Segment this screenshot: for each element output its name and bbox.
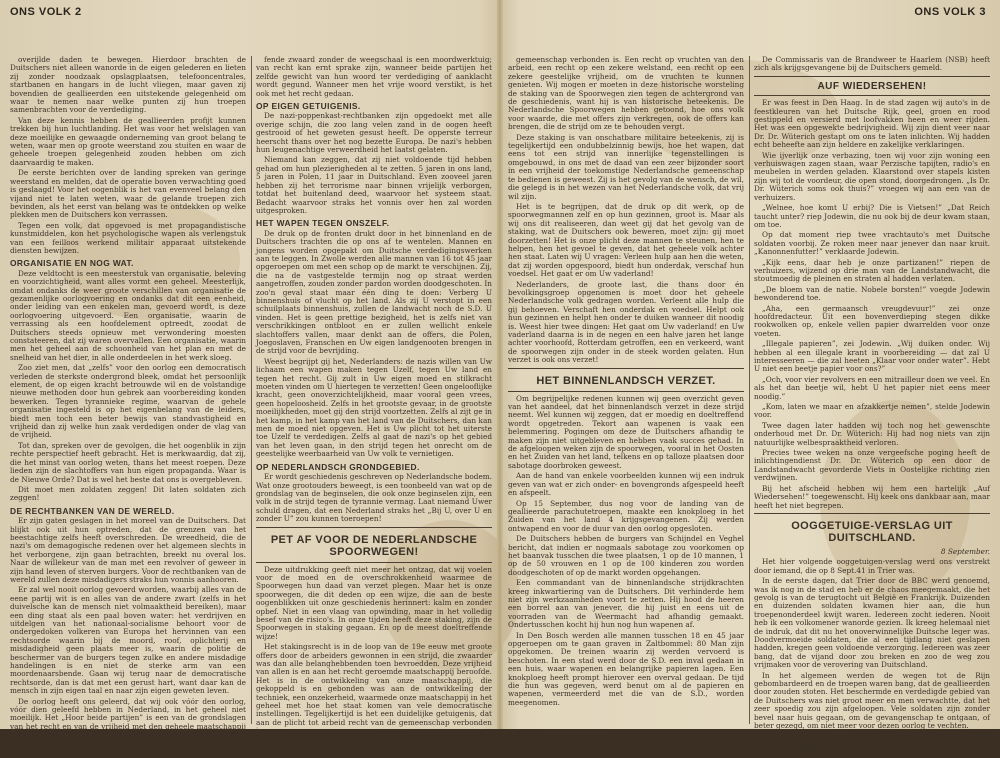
center-fold: [497, 0, 503, 729]
paragraph: Het is te begrijpen, dat de druk op dit werk, op de spoorwegmannen zelf en op hun gezinnen, groot is. Maar als wij ons dit realiseeren, dan weet gij dat het gevolg van de staking, wat de Duitschers ook beweren, moet zijn: gij moet doorzetten! Het is onze plicht deze mannen te steunen, hen te helpen, hen het gevoel te geven, dat het geheele volk achter hen staat. Laten wij U vragen: Verleen hulp aan hen die weten, dat zij worden opgespoord, biedt hun onderdak, verschaf hun voedsel. Het gaat er om Uw vaderland!: [508, 201, 744, 279]
column-4: [754, 55, 990, 758]
paragraph: „De bloem van de natie. Nobele borsten!” voegde Jodewin bewonderend toe.: [754, 284, 990, 303]
divider-rule: [256, 527, 492, 528]
divider-rule: [754, 95, 990, 96]
paragraph: Aan de hand van enkele voorbeelden kunnen wij een indruk geven van wat er zich onder- en bovengronds afgespeeld heeft en afspeelt.: [508, 471, 744, 498]
paragraph: De nazi-poppenkast-rechtbanken zijn opgedoekt met alle overige schijn, die zoo lang velen zand in de oogen heeft gestrooid of het geweten gesust heeft. De opperste terreur heerscht thans over het nog bezette Europa. De nazi's hebben hun leugenachtige verweerdheid het laatst gelaten.: [256, 111, 492, 155]
page-folio-left: ONS VOLK 2: [10, 6, 82, 18]
paragraph: Niemand kan zeggen, dat zij niet voldoende tijd hebben gehad om hun plezierigheden al te zetten. 5 jaren in ons land, 5 jaren in Polen, 11 jaar in Duitschland. Even zooveel jaren hebben zij het terrorisme naar binnen vrijelijk verborgen, totdat het buitenland deed, waarvoor het systeem staat. Bedacht waarvoor straks het vonnis over hen zal worden uitgesproken.: [256, 155, 492, 215]
paragraph: Deze uitdrukking geeft niet meer het ontzag, dat wij voelen voor de moed en de overschrokkenheid waarmee de Spoorwegen hun daad van verzet plegen. Maar het is onze spoorwegen, die dit deden op een wijze, die aan de beste oogenblikken uit onze geschiedenis herinnert: kalm en zonder opbef. Niet in een vlaag van opwinding, maar in het volledig besef van de risico's. In onze tijden heeft deze staking, zijn de Spoorwegen in staking gegaan. En op de meest doeltreffende wijze!: [256, 564, 492, 641]
column-2: [256, 55, 492, 736]
section-heading-large: HET BINNENLANDSCH VERZET.: [536, 374, 716, 387]
paragraph: Op dat moment riep twee vrachtauto's met Duitsche soldaten voorbij. Ze roken meer naar jenever dan naar kruit. „Kanonnenfutter!” verklaarde Jodewin.: [754, 230, 990, 257]
paragraph: In het algemeen werden de wegen tot de Rijn gebombardeerd en de troepen waren bang, dat de geallieerden door zouden stoten. Het beschermde en verdedigde gebied van de Duitschers was niet groot meer en men verwachtte, dat het zeer spoedig zou zijn afgeloopen. Vele soldaten zijn zonder bevel naar huis gegaan, om de gevangenschap te ontgaan, of beter gezegd, om niet meer voor dezen oorlog te vechten.: [754, 670, 990, 731]
paragraph: De oorlog heeft ons geleerd, dat wij ook vóór den oorlog, vóór dien geleefd hebben in Nederland, in het geheel niet moeilijk. Het „Hoor beide partijen” is een van de grondslagen van het recht en van de vrijheid met den geheele maatschappij doortrokken zijn; wil het proces voor de rechtbank niet tot een marionettenspel worden. Het straf-: [10, 696, 246, 748]
column-divider: [749, 56, 750, 724]
paragraph: Tot dan, spreken over de gevolgen, die het oogenblik in zijn rechte perspectief heeft gebracht. Het is merkwaardig, dat zij, die het minst van oorlog weten, thans het meest roepen. Deze lieden zijn de slachtoffers van hun eigen propaganda. Waar is de Nieuwe Orde? Dat is wel het beste dat ons is overgebleven.: [10, 440, 246, 484]
paragraph: Het hier volgende ooggetuigen-verslag werd ons verstrekt door iemand, die op 8 Sept.41 in Trier was.: [754, 557, 990, 575]
paragraph: overijlde daden te bewegen. Hierdoor brachten de Duitschers niet alleen wanorde in de eigen gelederen en lieten zij zonder noodzaak opslagplaatsen, telefooncentrales, startbanen en hangars in de lucht vliegen, maar gaven zij bovendien de geallieerden een uitstekende gelegenheid om waar te nemen naar welke punten zij hun troepen samenbrachten voor de verdediging.: [10, 55, 246, 115]
paragraph: Het stakingsrecht is in de loop van de 19e eeuw met groote offers door de arbeiders gewonnen in een strijd, die zwaarder was dan alle belanghebbenden toen bevroedden. Deze vrijheid van allen is en aan het recht geroemde maatschappij beroofde. Het is in de ontwikkeling van onze maatschappij, die gekoppeld is en gebonden was aan de ontwikkeling der techniek, een onzekerheid, waarmede onze maatschappij in het geheel met hoe het staat komen van vele democratische instellingen. Tegelijkertijd is het een duidelijke getuigenis, dat aan de plicht tot arbeid recht van de gemeenschap verbonden is.: [256, 642, 492, 736]
paragraph: Er wordt geschiedenis geschreven op Nederlandsche bodem. Wat onze grootouders beweegt, is een toonbeeld van wat op de grondslag van de beginselen, die ook onze beginselen zijn, een volk in de strijd tegen de tyrannie vermag. Laat niemand Uwer schuld dragen, dat een Nederland straks het „Bij U, over U en zonder U” zou kunnen toeroepen!: [256, 472, 492, 524]
paragraph: „Aha, een germaansch vreugdevuur!” zei onze hoofdredacteur. Uit een bovenverdieping stegen dikke rookwolken op, enkele vellen papier dwarrelden voor onze voeten.: [754, 303, 990, 338]
section-heading: DE RECHTBANKEN VAN DE WERELD.: [10, 505, 175, 516]
section-heading: ORGANISATIE EN NOG WAT.: [10, 258, 134, 269]
paragraph: Deze eenvoudige Duitsche soldaten mogen ontgaan van de R.A.F. herhaaldelijk gebombardeerd, voornamelijk daar waar de R.A.F. herhaaldelijk: [754, 731, 990, 758]
paragraph: De Duitschers hebben de burgers van Schijndel en Veghel bericht, dat indien er nogmaals sabotage zou voorkomen op het baanvak tusschen die twee plaatsen, 1 op de 10 mannen, 1 op de 50 vrouwen en 1 op de 100 kinderen zou worden doodgeschoten of op de markt worden opgehangen.: [508, 534, 744, 577]
section-heading-large: AUF WIEDERSEHEN!: [817, 80, 927, 92]
paragraph: Er zal wel nooit oorlog gevoerd worden, waarbij alles van de eene partij wit is en alles van de andere zwart (zelfs in het duivelsche kan de mensch niet volmaaktheid bereiken), maar een ding staat als een paal boven water: het verdrijven en uitdelgen van het nationaal-socialisme behoort voor de ondergedoken volkeren van Europa het hervinnen van een rechtsorde waarin bij de moord, roof, oplichterij en misdadigheid geen plaats meer is, waarin de politie de beschermer van de burgers tegen zulke en andere misdadige handelingen is en niet de sterke arm van een moordenaarsbende. Gaan wij terug naar de democratische rechtsorde, dan is dat met een gerust hart, want daar kan de mensch in zijn eigen taal en naar zijn eigen geweten leven.: [10, 585, 246, 696]
paragraph: Er was feest in Den Haag. In de stad zagen wij auto's in de feestkleuren van het Duitsche Rijk, geel, groen en rood gestippeld en versierd met loofvakken heen en weer rijden. Het was een opgewekte bedrijvigheid. Wij zijn dient veer naar Dr. Dr. Wüterich gestapt om ons te laten inlichten. Wij hadden echt beheefte aan zijn heldere en zakelijke verklaringen.: [754, 98, 990, 150]
section-heading-large: OOGGETUIGE-VERSLAG UIT DUITSCHLAND.: [791, 519, 953, 544]
paragraph: Zoo ziet men, dat „zelfs” voor den oorlog een democratisch verleden de sterkste ondergrond bleek, omdat het persoonlijk element, de op eigen kracht betrouwde wil en de volstandige nieuwe methoden door hun gebrek aan voorbereiding konden bewerken. Tegen tyrannieke regime, waarvan de gehele organisatie ingesteld is op het eigenbelang van de leiders, biedt men toch een beter bewijs van standvastigheid en vrijheid dan zij welke hun zaak verdedigen onder de vlag van de vrijheid.: [10, 363, 246, 440]
paragraph: Tegen een volk, dat opgevoed is met propagandistische kunstmiddelen, kon het psychologische wapen als verlengstuk van een feilloos werkend militair apparaat uitstekende diensten bewijzen.: [10, 220, 246, 255]
paragraph: Wie ijverlijk onze verbazing, toen wij voor zijn woning een verhuiswagen zagen staan, waar Perzische tapijten, radio's en meubelen in werden geladen. Klaarstond over stapels kisten zijn wij tot de voordeur, die open stond, doorgedrongen. „Is Dr. Dr. Wüterich soms ook thuis?” vroegen wij aan een van de verhuizers.: [754, 150, 990, 202]
paragraph: Dit moet men zoldaten zeggen! Dit laten soldaten zich zeggen!: [10, 484, 246, 503]
section-heading-large: PET AF VOOR DE NEDERLANDSCHE SPOORWEGEN!: [270, 533, 478, 558]
paragraph: Er zijn gaten geslagen in het moreel van de Duitschers. Dat blijkt ook uit hun optreden, dat de grenzen van het beestachtige zelfs heeft overschreden. De wreedheid, die de nazi's om demagogische redenen over het algemeen slechts in het verborgene, zijn gaan betrachten, breekt nu overal los. Naar de willekeur van de man met een revolver of geweer in zijn hand leven of sterven burgers. Voor de rechtbanken van de wereld zullen deze misdadigers straks hun vonnis aanhooren.: [10, 516, 246, 584]
paragraph: Om begrijpelijke redenen kunnen wij geen overzicht geven van het aandeel, dat het binnenlandsch verzet in deze strijd neemt. Wel kunnen wij zeggen, dat er moedig en doeltreffend wordt opgetreden. Tekort aan wapenen is vaak een belemmering. Pogingen om deze de Duitschers afhandig te maken zijn niet uitgebleven en hebben vaak succes gehad. In de afgeloopen weken zijn de spoorwegen, vooral in het Oosten en het Zuiden van het land, telkens en op talloze plaatsen door sabotage doorbroken geweest.: [508, 393, 744, 470]
paragraph: De eerste berichten over de landing spreken van geringe weerstand en melden, dat de operatie boven verwachting goed is geslaagd! Voor het oogenblik is het van evenveel belang den vijand niet te laten weten, waar de gelande troepen zich bevinden, als het eerst van belang was te ontdekken op welke plekken men de Duitschers kon verrassen.: [10, 168, 246, 220]
paragraph: Een commandant van de binnenlandsche strijdkrachten kreeg inkwartiering van de Duitschers. Dit verhinderde hem niet zijn werkzaamheden voort te zetten. Hij hood de heeren een borrel aan van jenever, die hij juist en eens uit de voorraden van de Weermacht had afhandig gemaakt. Ondertusschen kocht hij hun nog hun wapenen af.: [508, 578, 744, 630]
dateline: 8 September.: [940, 546, 990, 556]
paragraph: Nederlanders, de groote last, die thans door én bevolkingsgroep opgenomen is moet door het geheele Nederlandsche volk gedragen worden. Verleent alle hulp die gij behoeven. Verschaft hen onderdak en voedsel. Helpt ook hun gezinnen en helpt hen onder te duiken wanneer dit noodig is. Weest hier twee dingen: Het gaat om Uw vaderland! en Uw vaderland daarna is in de negen en een halve jaren het lange achter voorhoofd, Rotterdam getroffen, een en verkeerd, want de spoorwegen zijn onder in de steek worden gelaten. Hun verzet is ook ons verzet!: [508, 279, 744, 365]
divider-rule: [508, 368, 744, 369]
divider-rule: [754, 76, 990, 77]
paragraph: „Illegale papieren”, zei Jodewin. „Wij duiken onder. Wij hebben al een illegale krant in voorbereiding — dat zal U interesseeren — die zal heeten „Klaar voor onder water”. Hebt U niet een beetje papier voor ons?”: [754, 339, 990, 374]
paragraph: „Kom, laten we maar en afzakkertje nemen”, stelde Jodewin voor.: [754, 402, 990, 420]
paragraph: „Kijk eens, daar heb je onze partizanen!” riepen de verhuizers, wijzend op drie man van de Landstandwacht, die stoutmoedig de pleinen en straten al hadden verlaten.: [754, 257, 990, 284]
paragraph: Deze staking is van onschatbare militaire beteekenis, zij is tegelijkertijd een ondubbelzinnig bewijs, hoe het wapen, dat eens tot een strijd van innerlijke tegenstellingen is omgebouwd, in ons met de daad van een zeer bijzonder soort in een vrijheid der toekomstige Nederlandsche gemeenschap te bedienen is geweest. Zij is het gevolg van de wensch, de wil, die gelegd is in het wezen van het Nederlandsche volk, dat vrij wil zijn.: [508, 132, 744, 201]
paragraph: De Commissaris van de Brandweer te Haarlem (NSB) heeft zich als krijgsgevangene bij de Duitschers gemeld.: [754, 55, 990, 73]
paragraph: gemeenschap verbonden is. Een recht op vruchten van den arbeid, een recht op een zekere welstand, een recht op een zekere geestelijke vrijheid, om de vruchten te kunnen genieten. Wij mogen er moeten in deze historische worsteling de staking van de Spoorwegen zien tegen de achtergrond van de geschiedenis, want hij is van historische beteekenis. De Nederlandsche Spoorwegen hebben getoond, hoe ons volk voor waarde, die met offers zijn verkregen, ook de offers kan brengen, die de strijd om ze te behouden vergt.: [508, 55, 744, 132]
paragraph: Van deze kennis hebben de geallieerden profijt kunnen trekken bij hun luchtlanding. Het was voor het welslagen van deze moeilijke en gewaagde onderneming van groot belang te weten, waar men op groote weerstand zou stuiten en waar de geheele troepen gelegenheid zouden hebben om zich daarvaardig te maken.: [10, 115, 246, 167]
paragraph: De druk op de fronten drukt door in het binnenland en de Duitschers trachten die op ons af te wentelen. Mannen en jongens worden opgepakt om Duitsche verdedigingswerken aan te leggen. In Zwolle werden alle mannen van 16 tot 45 jaar opgeroepen om met een schop op de markt te verschijnen. Zij, die na de vastgestelde termijn nog op straat werden aangetroffen, zouden zonder pardon worden doodgeschoten. In zoo'n geval staat maar één ding te doen: Verberg U binnenshuis of vlucht op het land. Als zij U verstopt in een schuilplaats binnenshuis, zullen de landwacht noch de S.D. U vinden. Het is geen prettige bezigheid, het is zelfs niet van verschrikkingen ontbloot en er zullen wellicht enkele slachtoffers vallen, maar denkt aan de offers, die Polen, Joegoslaven, Franschen en Uw eigen landgenooten brengen in de strijd voor de bevrijding.: [256, 228, 492, 356]
column-3: [508, 56, 744, 726]
column-1: [10, 55, 246, 748]
paragraph: Op 15 September, dus nog voor de landing van de geallieerde parachutetroepen, maakte een knokploeg in het Zuiden van het land 4 krijgsgevangenen. Zij werden ontwapend en voor de duur van den oorlog opgesloten.: [508, 498, 744, 533]
divider-rule: [256, 562, 492, 563]
paragraph: Weest begrijpt gij het, Nederlanders: de nazis willen van Uw lichaam een wapen maken tegen Uzelf, tegen Uw land en tegen het recht. Gij zult in Uw eigen moed en stilkracht moeten vinden om U hiertegen te verzetten! Geen ongelooflijke kracht, geen onoverzichtelijkheid, maar vooral geen vrees, geen hopeloosheid. Zelfs in het grootste gevaar, in de grootste moeilijkheden, moet gij den strijd voortzetten. Zelfs al zijt ge in het kamp, in het kamp van het land van de Duitschers, dan kan men de moed niet opgeven. Het is Uw plicht tot het uiterste toe Uzelf te verdedigen. Zelfs al gaat de nazi's op het gebied van het leven gaan, in den strijd tegen het onrecht om de geestelijke weerbaarheid van Uw volk te vernietigen.: [256, 356, 492, 459]
paragraph: In de eerste dagen, dat Trier door de BBC werd genoemd, was ik nog in de stad en heb er de chaos meegemaakt, die het gevolg is van de terugtocht uit België en Frankrijk. Duizenden en duizenden soldaten kwamen hier aan, die hun troepenonderdeel kwijt waren. Iedereen zocht iederen. Nooit heb ik een volkomener wanorde gezien. Ik kreeg helemaal niet de indruk, dat dit nu het onoverwinnelijke Duitsche leger was. Doodvermoeide soldaten, die al een tijdlang niet geslapen hadden, kregen geen voldoende verzorging. Iedereen was zeer bang, dat de vijand door zou breken en zoo de weg zou vrijmaken voor de verovering van Duitschland.: [754, 576, 990, 670]
section-heading: HET WAPEN TEGEN ONSZELF.: [256, 218, 390, 229]
paragraph: In Den Bosch werden alle mannen tusschen 18 en 45 jaar opgeroepen om te gaan graven in Zaltbommel: 80 Man zijn opgekomen. De treinen waarin zij werden vervoerd is beschoten. In een stad werd door de S.D. een inval gedaan in een huis, waar wapenen en belangrijke papieren lagen. Een knokploeg heeft prompt hierover een overval gedaan. De tijd die hun was gegeven, werd benut om al de papieren en wapenen, vermeerderd met die van de S.D., worden meegenomen.: [508, 630, 744, 707]
section-heading: OP EIGEN GETUIGENIS.: [256, 101, 361, 112]
paragraph: fende zwaard zonder de weegschaal is een moordwerktuig; van recht kan ernt sprake zijn, wanneer beide partijen het zelfde gewicht van hun woord ter verdediging of aanklacht wordt gegund. Wanneer men het vrije woord verstikt, is het ook met het recht gedaan.: [256, 55, 492, 98]
paragraph: Twee dagen later hadden wij toch nog het gewenschte onderhoud met Dr. Dr. Wüterich: Hij had nog niets van zijn natuurlijke welbespraaktheid verloren.: [754, 420, 990, 447]
divider-rule: [508, 391, 744, 392]
page-folio-right: ONS VOLK 3: [914, 6, 986, 18]
divider-rule: [754, 513, 990, 514]
paragraph: Deze veldtocht is een meesterstuk van organisatie, beleving en voorzichtigheid, want alles vormt een geheel. Meesterlijk, omdat ondanks de weer groote verschillen van organisatie de gezamenlijke oorlogvoering en ondanks dat dit een eenheid, onder leiding van een enkelen man, gevoerd wordt, is deze oorlogvoering uitgevoerd. Een organisatie, waarin de verrassing als een hoofdelement optreedt, zoodat de Duitschers steeds opnieuw met verwondering moesten constateeren, dat zij waren overvallen. Een organisatie, waarin men het geheel aan de schoonheid van het plan en met de snelheid van het dier, in alle onderdeelen in het werk sloeg.: [10, 268, 246, 362]
paragraph: Bij het afscheid hebben wij hem een hartelijk „Auf Wiedersehen!” toegewenscht. Hij keek ons dankbaar aan, maar heeft het niet begrepen.: [754, 483, 990, 510]
paragraph: Precies twee weken na onze vergeefsche poging heeft de inlichtingendienst Dr. Dr. Wüterich op een door de Landstandwacht gevorderde Viets in Oostelijke richting zien verdwijnen.: [754, 448, 990, 483]
paragraph: „Welnee, hoe komt U erbij? Die is Vietsen!” „Dat Reich taucht unter? riep Jodewin, die nu ook bij de deur kwam staan, om toe.: [754, 203, 990, 229]
section-heading: OP NEDERLANDSCH GRONDGEBIED.: [256, 461, 420, 472]
paragraph: „Och, voor vier revolvers en een mitrailleur doen we veel. En als het dan beetje wil, hebt U het papier niet eens meer noodig.”: [754, 374, 990, 401]
column-divider: [251, 56, 252, 724]
